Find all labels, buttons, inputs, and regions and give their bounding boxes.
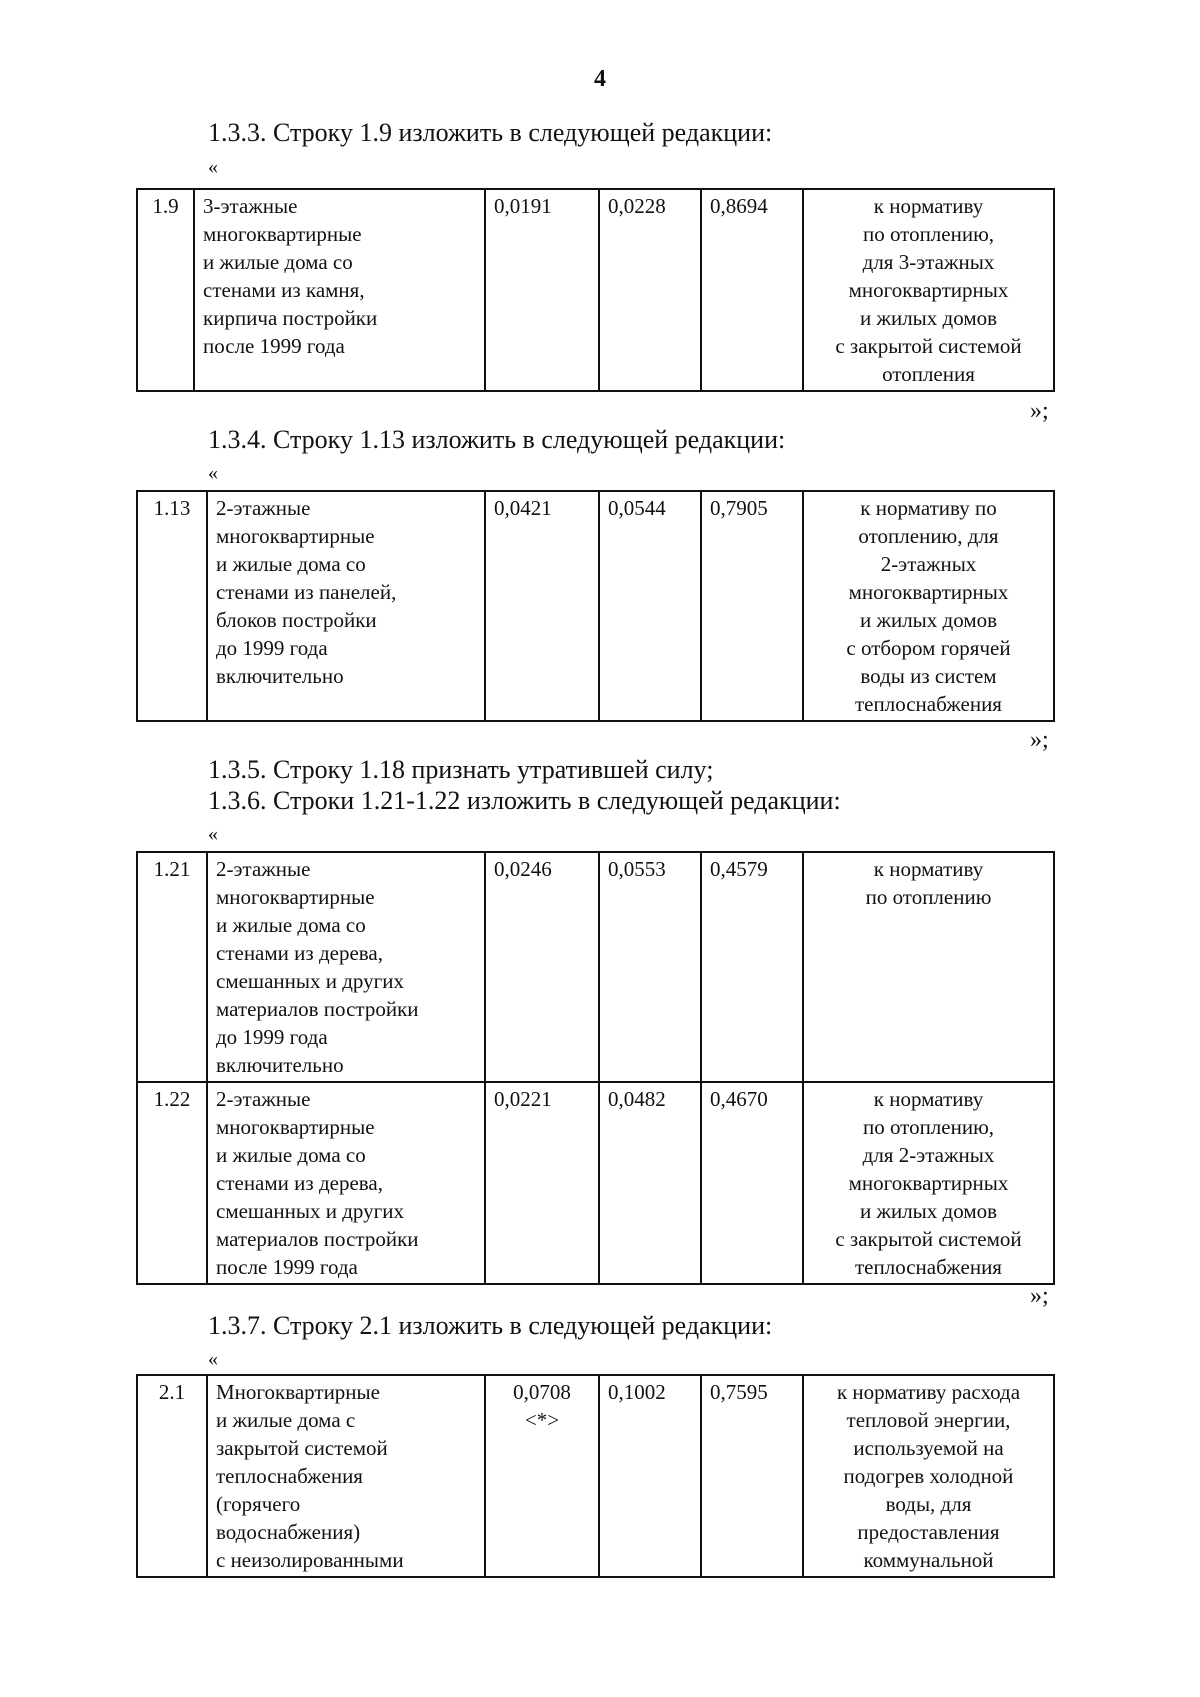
desc-line: 3-этажные bbox=[203, 194, 298, 218]
value-3: 0,4579 bbox=[701, 852, 803, 1082]
row-note bbox=[803, 1375, 1054, 1577]
desc-line: (горячего bbox=[216, 1492, 301, 1516]
desc-line: смешанных и других bbox=[216, 1199, 405, 1223]
value-3: 0,8694 bbox=[701, 189, 803, 391]
value-3: 0,7595 bbox=[701, 1375, 803, 1577]
open-quote: « bbox=[208, 823, 218, 845]
desc-line: материалов постройки bbox=[216, 997, 419, 1021]
note-line: с закрытой системой bbox=[835, 1227, 1022, 1251]
note-line: тепловой энергии, bbox=[846, 1408, 1011, 1432]
desc-line: стенами из панелей, bbox=[216, 580, 397, 604]
note-line: к нормативу расхода bbox=[836, 1380, 1021, 1404]
note-line: и жилых домов bbox=[859, 608, 998, 632]
desc-line: материалов постройки bbox=[216, 1227, 419, 1251]
note-line: отоплению, для bbox=[858, 524, 999, 548]
table-rows-1-21-1-22 bbox=[136, 851, 1055, 1285]
row-number: 1.22 bbox=[137, 1082, 207, 1284]
desc-line: после 1999 года bbox=[216, 1255, 358, 1279]
value-1: 0,0421 bbox=[485, 491, 599, 721]
value-1: 0,0221 bbox=[485, 1082, 599, 1284]
desc-line: до 1999 года bbox=[216, 1025, 328, 1049]
row-description bbox=[207, 852, 485, 1082]
row-description bbox=[207, 491, 485, 721]
value-2: 0,0544 bbox=[599, 491, 701, 721]
note-line: для 3-этажных bbox=[862, 250, 995, 274]
note-line: теплоснабжения bbox=[855, 692, 1002, 716]
row-number: 1.13 bbox=[137, 491, 207, 721]
row-description bbox=[207, 1082, 485, 1284]
desc-line: и жилые дома со bbox=[216, 552, 366, 576]
note-line: и жилых домов bbox=[859, 1199, 998, 1223]
note-line: по отоплению, bbox=[862, 222, 995, 246]
page-number: 4 bbox=[594, 66, 606, 92]
desc-line: включительно bbox=[216, 1053, 344, 1077]
desc-line: блоков постройки bbox=[216, 608, 377, 632]
note-line: предоставления bbox=[857, 1520, 1000, 1544]
desc-line: закрытой системой bbox=[216, 1436, 388, 1460]
table-row bbox=[137, 1375, 1054, 1577]
note-line: по отоплению, bbox=[862, 1115, 995, 1139]
row-number: 1.21 bbox=[137, 852, 207, 1082]
paragraph-1-3-4: 1.3.4. Строку 1.13 изложить в следующей редакции: bbox=[208, 425, 786, 454]
row-description bbox=[207, 1375, 485, 1577]
desc-line: теплоснабжения bbox=[216, 1464, 363, 1488]
note-line: коммунальной bbox=[863, 1548, 994, 1572]
note-line: по отоплению bbox=[865, 885, 992, 909]
value-1: 0,0191 bbox=[485, 189, 599, 391]
paragraph-1-3-3: 1.3.3. Строку 1.9 изложить в следующей редакции: bbox=[208, 118, 773, 147]
desc-line: до 1999 года bbox=[216, 636, 328, 660]
table-row bbox=[137, 852, 1054, 1082]
desc-line: после 1999 года bbox=[203, 334, 345, 358]
footnote-marker: <*> bbox=[524, 1408, 560, 1432]
value-3: 0,4670 bbox=[701, 1082, 803, 1284]
desc-line: стенами из дерева, bbox=[216, 941, 383, 965]
note-line: многоквартирных bbox=[848, 278, 1009, 302]
value-2: 0,1002 bbox=[599, 1375, 701, 1577]
desc-line: многоквартирные bbox=[216, 1115, 375, 1139]
note-line: многоквартирных bbox=[848, 580, 1009, 604]
note-line: к нормативу по bbox=[860, 496, 997, 520]
open-quote: « bbox=[208, 462, 218, 484]
table-row bbox=[137, 189, 1054, 391]
table-row bbox=[137, 1082, 1054, 1284]
desc-line: смешанных и других bbox=[216, 969, 405, 993]
row-note bbox=[803, 189, 1054, 391]
row-number: 2.1 bbox=[137, 1375, 207, 1577]
note-line: к нормативу bbox=[873, 1087, 984, 1111]
note-line: 2-этажных bbox=[880, 552, 977, 576]
desc-line: многоквартирные bbox=[216, 885, 375, 909]
note-line: с отбором горячей bbox=[846, 636, 1011, 660]
desc-line: многоквартирные bbox=[216, 524, 375, 548]
note-line: подогрев холодной bbox=[843, 1464, 1014, 1488]
note-line: и жилых домов bbox=[859, 306, 998, 330]
table-row-1-9 bbox=[136, 188, 1055, 392]
value-1 bbox=[485, 1375, 599, 1577]
desc-line: водоснабжения) bbox=[216, 1520, 361, 1544]
row-description bbox=[194, 189, 485, 391]
row-number: 1.9 bbox=[137, 189, 194, 391]
desc-line: кирпича постройки bbox=[203, 306, 378, 330]
note-line: с закрытой системой bbox=[835, 334, 1022, 358]
table-row bbox=[137, 491, 1054, 721]
paragraph-1-3-5: 1.3.5. Строку 1.18 признать утратившей силу; bbox=[208, 755, 714, 784]
note-line: к нормативу bbox=[873, 857, 984, 881]
row-note bbox=[803, 852, 1054, 1082]
value-1-main: 0,0708 bbox=[513, 1380, 571, 1404]
desc-line: многоквартирные bbox=[203, 222, 362, 246]
value-2: 0,0553 bbox=[599, 852, 701, 1082]
note-line: теплоснабжения bbox=[855, 1255, 1002, 1279]
desc-line: и жилые дома с bbox=[216, 1408, 356, 1432]
close-quote: »; bbox=[1030, 727, 1049, 753]
open-quote: « bbox=[208, 156, 218, 178]
value-1: 0,0246 bbox=[485, 852, 599, 1082]
row-note bbox=[803, 491, 1054, 721]
desc-line: с неизолированными bbox=[216, 1548, 404, 1572]
note-line: воды из систем bbox=[860, 664, 997, 688]
table-row-2-1 bbox=[136, 1374, 1055, 1578]
desc-line: и жилые дома со bbox=[216, 1143, 366, 1167]
value-3: 0,7905 bbox=[701, 491, 803, 721]
value-2: 0,0482 bbox=[599, 1082, 701, 1284]
paragraph-1-3-7: 1.3.7. Строку 2.1 изложить в следующей редакции: bbox=[208, 1311, 773, 1340]
note-line: отопления bbox=[882, 362, 975, 386]
paragraph-1-3-6: 1.3.6. Строки 1.21-1.22 изложить в следующей редакции: bbox=[208, 786, 841, 815]
note-line: используемой на bbox=[853, 1436, 1004, 1460]
close-quote: »; bbox=[1030, 1283, 1049, 1309]
desc-line: 2-этажные bbox=[216, 857, 311, 881]
close-quote: »; bbox=[1030, 398, 1049, 424]
desc-line: 2-этажные bbox=[216, 496, 311, 520]
note-line: к нормативу bbox=[873, 194, 984, 218]
note-line: для 2-этажных bbox=[862, 1143, 995, 1167]
desc-line: включительно bbox=[216, 664, 344, 688]
note-line: многоквартирных bbox=[848, 1171, 1009, 1195]
desc-line: и жилые дома со bbox=[216, 913, 366, 937]
row-note bbox=[803, 1082, 1054, 1284]
desc-line: и жилые дома со bbox=[203, 250, 353, 274]
desc-line: стенами из дерева, bbox=[216, 1171, 383, 1195]
desc-line: 2-этажные bbox=[216, 1087, 311, 1111]
desc-line: стенами из камня, bbox=[203, 278, 365, 302]
open-quote: « bbox=[208, 1348, 218, 1370]
desc-line: Многоквартирные bbox=[216, 1380, 380, 1404]
value-2: 0,0228 bbox=[599, 189, 701, 391]
table-row-1-13 bbox=[136, 490, 1055, 722]
note-line: воды, для bbox=[885, 1492, 972, 1516]
